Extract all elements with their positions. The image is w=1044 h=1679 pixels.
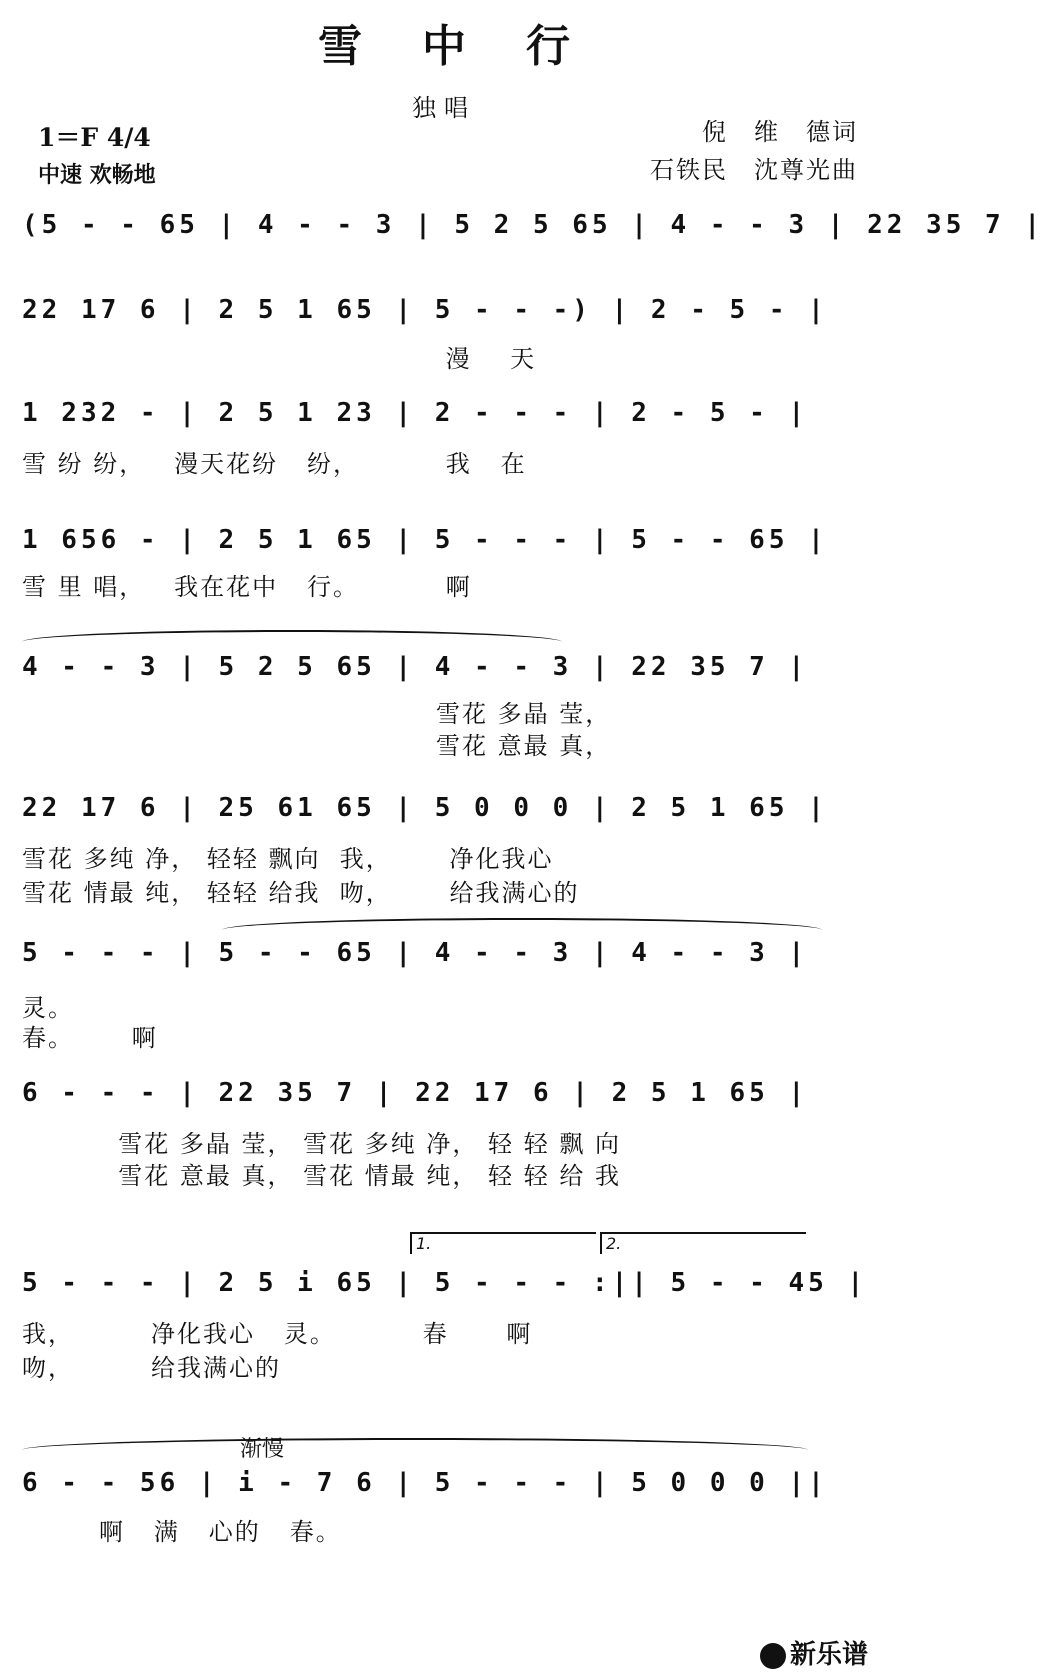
lyric-line-2: 雪花 意最 真， bbox=[22, 732, 612, 760]
lyric-line-1: 雪花 多晶 莹， 雪花 多纯 净， 轻 轻 飘 向 bbox=[22, 1130, 621, 1158]
notation-line: 22 17 6 | 2 5 1 65 | 5 - - -) | 2 - 5 - | bbox=[22, 295, 828, 325]
notation-line: 5 - - - | 2 5 i 65 | 5 - - - :|| 5 - - 45 | bbox=[22, 1268, 868, 1298]
notation-line: 22 17 6 | 25 61 65 | 5 0 0 0 | 2 5 1 65 | bbox=[22, 793, 828, 823]
notation-line: (5 - - 65 | 4 - - 3 | 5 2 5 65 | 4 - - 3 | 22 35 7 | bbox=[22, 210, 1044, 240]
song-title: 雪中行 bbox=[318, 21, 630, 72]
tempo-change: 渐慢 bbox=[240, 1437, 285, 1462]
slur bbox=[222, 918, 822, 930]
lyric-line-1: 雪 里 唱， 我在花中 行。 啊 bbox=[22, 573, 472, 601]
notation-line: 1 656 - | 2 5 1 65 | 5 - - - | 5 - - 65 | bbox=[22, 525, 828, 555]
lyric-line-2: 雪花 情最 纯， 轻轻 给我 吻， 给我满心的 bbox=[22, 879, 580, 907]
lyric-line-1: 雪 纷 纷， 漫天花纷 纷， 我 在 bbox=[22, 450, 527, 478]
brand-logo: 新乐谱 bbox=[760, 1634, 868, 1671]
lyricist-credit: 倪 维 德词 bbox=[702, 118, 858, 146]
key-signature: 1＝F 4/4 bbox=[38, 123, 151, 152]
song-subtitle: 独唱 bbox=[412, 94, 476, 122]
notation-line: 5 - - - | 5 - - 65 | 4 - - 3 | 4 - - 3 | bbox=[22, 938, 809, 968]
lyric-line-1: 雪花 多晶 莹， bbox=[22, 700, 612, 728]
composer-credit: 石铁民 沈尊光曲 bbox=[650, 156, 858, 184]
lyric-line-1: 啊 满 心的 春。 bbox=[22, 1518, 342, 1546]
notation-line: 6 - - - | 22 35 7 | 22 17 6 | 2 5 1 65 | bbox=[22, 1078, 809, 1108]
lyric-line-1: 我， 净化我心 灵。 春 啊 bbox=[22, 1320, 533, 1348]
volta-2: 2. bbox=[600, 1232, 806, 1254]
lyric-line-2: 吻， 给我满心的 bbox=[22, 1354, 282, 1382]
slur bbox=[22, 630, 562, 642]
slur bbox=[22, 1438, 808, 1450]
notation-line: 4 - - 3 | 5 2 5 65 | 4 - - 3 | 22 35 7 | bbox=[22, 652, 809, 682]
lyric-line-2: 春。 啊 bbox=[22, 1024, 158, 1052]
notation-line: 1 232 - | 2 5 1 23 | 2 - - - | 2 - 5 - | bbox=[22, 398, 809, 428]
volta-1: 1. bbox=[410, 1232, 596, 1254]
notation-line: 6 - - 56 | i - 7 6 | 5 - - - | 5 0 0 0 || bbox=[22, 1468, 828, 1498]
tempo-marking: 中速 欢畅地 bbox=[38, 163, 156, 188]
lyric-line-2: 雪花 意最 真， 雪花 情最 纯， 轻 轻 给 我 bbox=[22, 1162, 621, 1190]
lyric-line-1: 雪花 多纯 净， 轻轻 飘向 我， 净化我心 bbox=[22, 845, 554, 873]
lyric-line-1: 漫 天 bbox=[22, 345, 537, 373]
record-icon bbox=[760, 1643, 786, 1669]
lyric-line-1: 灵。 bbox=[22, 994, 74, 1022]
